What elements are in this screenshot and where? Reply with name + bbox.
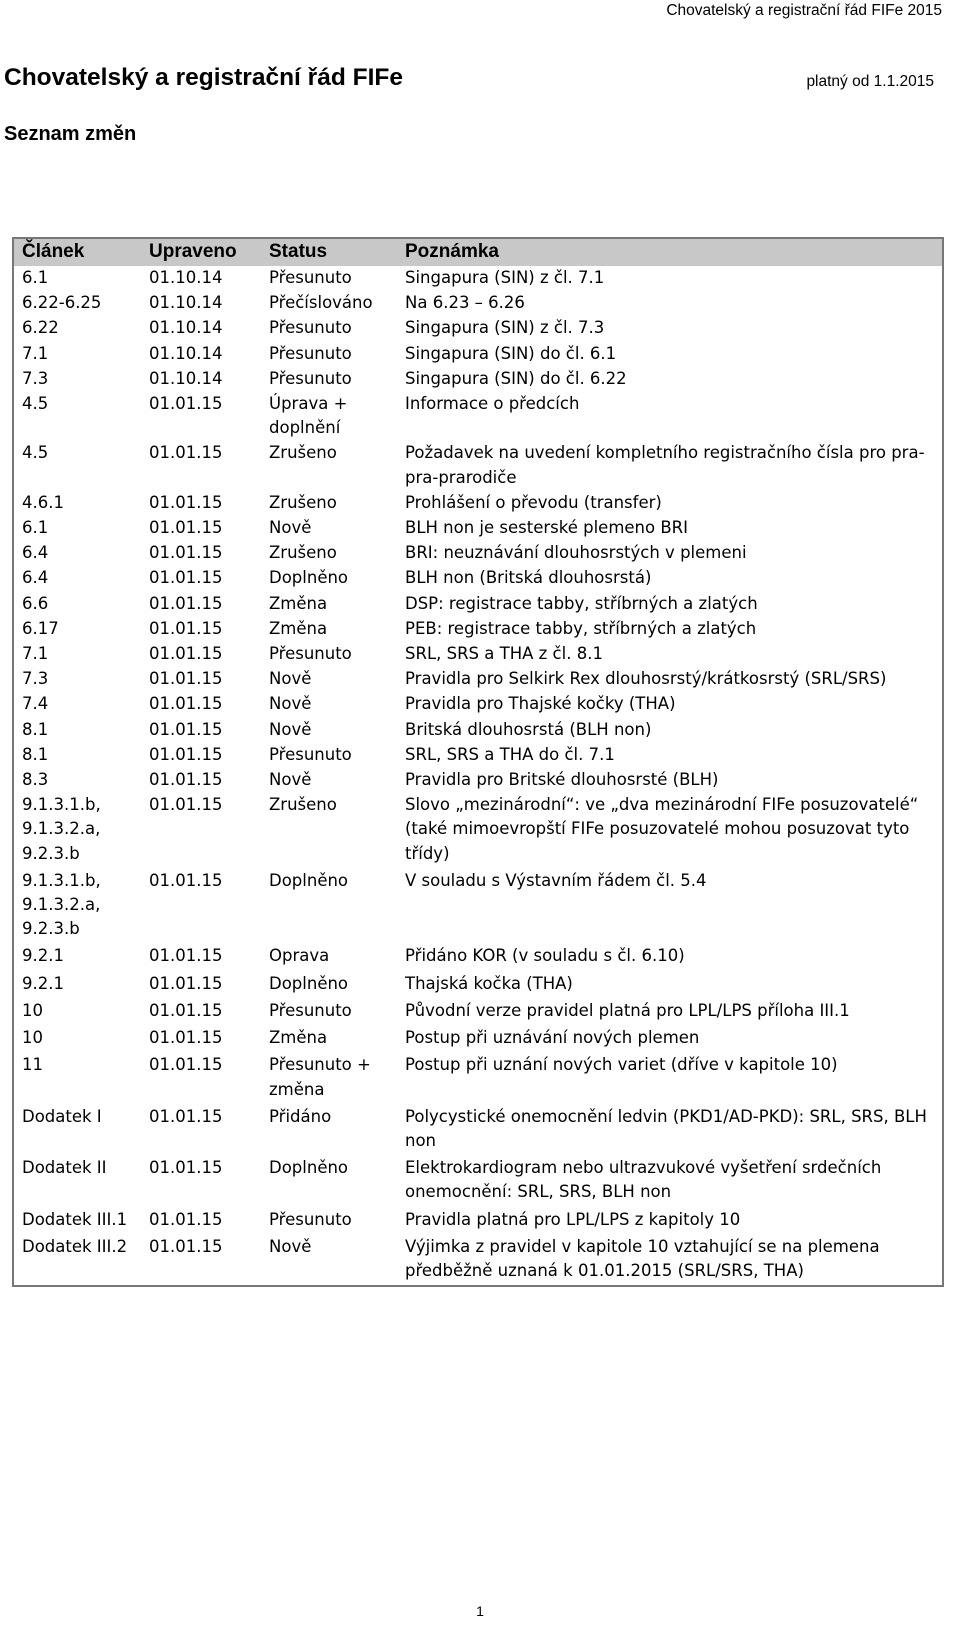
note-cell: Na 6.23 – 6.26 [397, 291, 943, 316]
valid-from: platný od 1.1.2015 [806, 73, 934, 90]
article-cell: 10 [13, 998, 141, 1025]
note-cell: Požadavek na uvedení kompletního registračního čísla pro pra-pra-prarodiče [397, 441, 943, 490]
status-cell: Přesunuto [261, 366, 397, 391]
note-cell: Singapura (SIN) z čl. 7.3 [397, 316, 943, 341]
article-cell: 9.1.3.1.b, 9.1.3.2.a, 9.2.3.b [13, 868, 141, 944]
status-cell: Úprava + doplnění [261, 392, 397, 441]
status-cell: Zrušeno [261, 541, 397, 566]
table-header-row [13, 238, 943, 266]
note-cell: SRL, SRS a THA do čl. 7.1 [397, 742, 943, 767]
article-cell: 7.1 [13, 341, 141, 366]
modified-cell: 01.01.15 [141, 642, 261, 667]
changes-table [12, 237, 944, 1287]
note-cell: V souladu s Výstavním řádem čl. 5.4 [397, 868, 943, 944]
note-cell: Výjimka z pravidel v kapitole 10 vztahující se na plemena předběžně uznaná k 01.01.2015 (SRL/SRS, THA) [397, 1234, 943, 1286]
status-cell: Doplněno [261, 1156, 397, 1207]
table-row [13, 1207, 943, 1234]
modified-cell: 01.01.15 [141, 742, 261, 767]
modified-cell: 01.01.15 [141, 392, 261, 441]
status-cell: Přesunuto [261, 341, 397, 366]
note-cell: Britská dlouhosrstá (BLH non) [397, 717, 943, 742]
note-cell: Pravidla pro Britské dlouhosrsté (BLH) [397, 768, 943, 793]
table-row [13, 1234, 943, 1286]
modified-cell: 01.01.15 [141, 541, 261, 566]
table-row [13, 366, 943, 391]
article-cell: 6.6 [13, 591, 141, 616]
modified-cell: 01.01.15 [141, 1156, 261, 1207]
note-cell: Přidáno KOR (v souladu s čl. 6.10) [397, 944, 943, 971]
note-cell: DSP: registrace tabby, stříbrných a zlatých [397, 591, 943, 616]
table-row [13, 1053, 943, 1104]
article-cell: 8.3 [13, 768, 141, 793]
status-cell: Nově [261, 692, 397, 717]
article-cell: Dodatek III.1 [13, 1207, 141, 1234]
table-row [13, 441, 943, 490]
note-cell: Slovo „mezinárodní“: ve „dva mezinárodní FIFe posuzovatelé“ (také mimoevropští FIFe posuzovatelé mohou posuzovat tyto třídy) [397, 793, 943, 869]
header-article: Článek [13, 238, 141, 266]
status-cell: Doplněno [261, 868, 397, 944]
status-cell: Nově [261, 768, 397, 793]
page-number: 1 [476, 1603, 484, 1619]
modified-cell: 01.10.14 [141, 291, 261, 316]
note-cell: Polycystické onemocnění ledvin (PKD1/AD-PKD): SRL, SRS, BLH non [397, 1104, 943, 1155]
article-cell: Dodatek III.2 [13, 1234, 141, 1286]
article-cell: 6.22-6.25 [13, 291, 141, 316]
article-cell: 7.3 [13, 667, 141, 692]
modified-cell: 01.01.15 [141, 793, 261, 869]
section-subtitle: Seznam změn [4, 123, 137, 145]
table-row [13, 1156, 943, 1207]
table-row [13, 642, 943, 667]
table-row [13, 667, 943, 692]
modified-cell: 01.01.15 [141, 1104, 261, 1155]
note-cell: Pravidla pro Thajské kočky (THA) [397, 692, 943, 717]
header-note: Poznámka [397, 238, 943, 266]
article-cell: Dodatek II [13, 1156, 141, 1207]
table-row [13, 717, 943, 742]
table-row [13, 1104, 943, 1155]
modified-cell: 01.01.15 [141, 490, 261, 515]
status-cell: Zrušeno [261, 441, 397, 490]
table-row [13, 316, 943, 341]
table-row [13, 742, 943, 767]
article-cell: 6.1 [13, 266, 141, 291]
article-cell: 8.1 [13, 717, 141, 742]
article-cell: 9.2.1 [13, 944, 141, 971]
article-cell: 6.22 [13, 316, 141, 341]
note-cell: Prohlášení o převodu (transfer) [397, 490, 943, 515]
status-cell: Doplněno [261, 566, 397, 591]
article-cell: 9.1.3.1.b, 9.1.3.2.a, 9.2.3.b [13, 793, 141, 869]
status-cell: Zrušeno [261, 793, 397, 869]
article-cell: 7.4 [13, 692, 141, 717]
modified-cell: 01.01.15 [141, 717, 261, 742]
status-cell: Přečíslováno [261, 291, 397, 316]
table-row [13, 971, 943, 998]
table-row [13, 341, 943, 366]
table-row [13, 1026, 943, 1053]
note-cell: Pravidla pro Selkirk Rex dlouhosrstý/krátkosrstý (SRL/SRS) [397, 667, 943, 692]
modified-cell: 01.01.15 [141, 692, 261, 717]
status-cell: Změna [261, 1026, 397, 1053]
table-row [13, 944, 943, 971]
note-cell: Singapura (SIN) do čl. 6.1 [397, 341, 943, 366]
modified-cell: 01.01.15 [141, 591, 261, 616]
article-cell: 4.6.1 [13, 490, 141, 515]
note-cell: Singapura (SIN) z čl. 7.1 [397, 266, 943, 291]
article-cell: 9.2.1 [13, 971, 141, 998]
article-cell: 7.3 [13, 366, 141, 391]
header-modified: Upraveno [141, 238, 261, 266]
table-row [13, 591, 943, 616]
article-cell: 7.1 [13, 642, 141, 667]
modified-cell: 01.01.15 [141, 944, 261, 971]
modified-cell: 01.01.15 [141, 971, 261, 998]
status-cell: Přidáno [261, 1104, 397, 1155]
note-cell: Singapura (SIN) do čl. 6.22 [397, 366, 943, 391]
table-row [13, 566, 943, 591]
modified-cell: 01.01.15 [141, 441, 261, 490]
modified-cell: 01.01.15 [141, 566, 261, 591]
status-cell: Nově [261, 516, 397, 541]
status-cell: Nově [261, 667, 397, 692]
article-cell: 6.1 [13, 516, 141, 541]
table-row [13, 541, 943, 566]
table-row [13, 516, 943, 541]
modified-cell: 01.10.14 [141, 366, 261, 391]
note-cell: SRL, SRS a THA z čl. 8.1 [397, 642, 943, 667]
table-row [13, 868, 943, 944]
article-cell: 8.1 [13, 742, 141, 767]
note-cell: Elektrokardiogram nebo ultrazvukové vyšetření srdečních onemocnění: SRL, SRS, BLH non [397, 1156, 943, 1207]
status-cell: Přesunuto [261, 998, 397, 1025]
note-cell: BRI: neuznávání dlouhosrstých v plemeni [397, 541, 943, 566]
table-body [13, 266, 943, 1287]
status-cell: Nově [261, 717, 397, 742]
article-cell: 6.4 [13, 566, 141, 591]
modified-cell: 01.01.15 [141, 616, 261, 641]
status-cell: Přesunuto [261, 316, 397, 341]
modified-cell: 01.10.14 [141, 266, 261, 291]
status-cell: Přesunuto [261, 742, 397, 767]
status-cell: Přesunuto [261, 642, 397, 667]
status-cell: Přesunuto [261, 266, 397, 291]
article-cell: 4.5 [13, 392, 141, 441]
article-cell: 11 [13, 1053, 141, 1104]
status-cell: Změna [261, 591, 397, 616]
modified-cell: 01.10.14 [141, 316, 261, 341]
table-row [13, 998, 943, 1025]
modified-cell: 01.01.15 [141, 516, 261, 541]
note-cell: Postup při uznávání nových plemen [397, 1026, 943, 1053]
table-row [13, 490, 943, 515]
note-cell: Původní verze pravidel platná pro LPL/LPS příloha III.1 [397, 998, 943, 1025]
table-row [13, 793, 943, 869]
table-row [13, 392, 943, 441]
status-cell: Zrušeno [261, 490, 397, 515]
status-cell: Přesunuto + změna [261, 1053, 397, 1104]
article-cell: 6.17 [13, 616, 141, 641]
modified-cell: 01.01.15 [141, 998, 261, 1025]
modified-cell: 01.01.15 [141, 1234, 261, 1286]
table-row [13, 291, 943, 316]
status-cell: Oprava [261, 944, 397, 971]
article-cell: 10 [13, 1026, 141, 1053]
running-header: Chovatelský a registrační řád FIFe 2015 [666, 2, 942, 19]
note-cell: BLH non je sesterské plemeno BRI [397, 516, 943, 541]
document-title: Chovatelský a registrační řád FIFe [4, 64, 403, 91]
table-row [13, 266, 943, 291]
note-cell: BLH non (Britská dlouhosrstá) [397, 566, 943, 591]
table-row [13, 616, 943, 641]
article-cell: Dodatek I [13, 1104, 141, 1155]
title-row [4, 64, 944, 92]
article-cell: 6.4 [13, 541, 141, 566]
modified-cell: 01.01.15 [141, 1207, 261, 1234]
modified-cell: 01.01.15 [141, 667, 261, 692]
table-row [13, 768, 943, 793]
note-cell: PEB: registrace tabby, stříbrných a zlatých [397, 616, 943, 641]
status-cell: Doplněno [261, 971, 397, 998]
status-cell: Změna [261, 616, 397, 641]
note-cell: Postup při uznání nových variet (dříve v kapitole 10) [397, 1053, 943, 1104]
note-cell: Pravidla platná pro LPL/LPS z kapitoly 10 [397, 1207, 943, 1234]
modified-cell: 01.01.15 [141, 768, 261, 793]
status-cell: Přesunuto [261, 1207, 397, 1234]
note-cell: Thajská kočka (THA) [397, 971, 943, 998]
modified-cell: 01.10.14 [141, 341, 261, 366]
modified-cell: 01.01.15 [141, 1026, 261, 1053]
status-cell: Nově [261, 1234, 397, 1286]
note-cell: Informace o předcích [397, 392, 943, 441]
article-cell: 4.5 [13, 441, 141, 490]
modified-cell: 01.01.15 [141, 868, 261, 944]
modified-cell: 01.01.15 [141, 1053, 261, 1104]
table-row [13, 692, 943, 717]
header-status: Status [261, 238, 397, 266]
